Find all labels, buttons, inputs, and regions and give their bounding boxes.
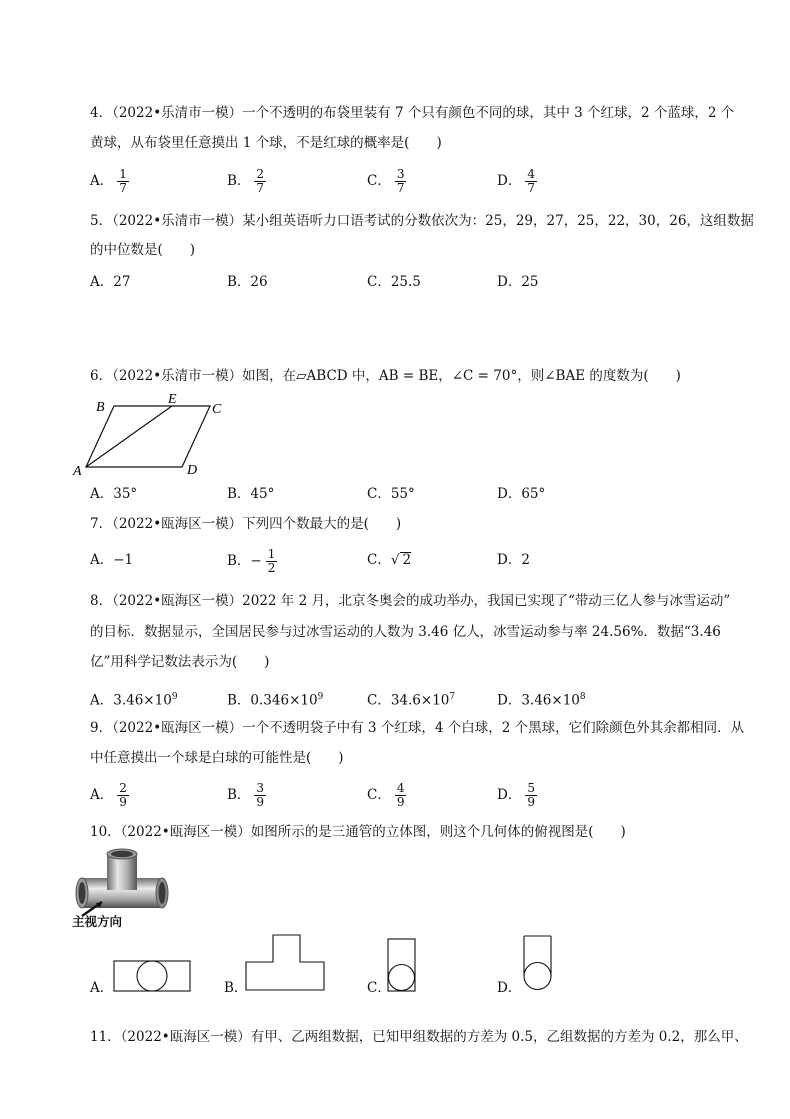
q10-option-a-figure	[112, 958, 194, 994]
q7-option-a: A．−1	[90, 552, 134, 568]
q8-stem-line3: 亿”用科学记数法表示为( )	[90, 654, 270, 670]
q5-option-b: B．26	[227, 274, 268, 290]
q5-stem-line1: 5．（2022•乐清市一模）某小组英语听力口语考试的分数依次为：25，29，27，25，22，30，26，这组数据	[90, 213, 754, 229]
q7-option-d: D．2	[497, 552, 530, 568]
q9-option-b: B． $\frac{3}{9}$	[227, 781, 265, 809]
figure-label-c: C	[212, 402, 222, 417]
q7-option-b: B．− $\frac{1}{2}$	[227, 547, 276, 575]
q10-option-c-label: C．	[367, 980, 391, 996]
q6-option-d: D．65°	[497, 486, 546, 502]
q7-option-c: C．√ 2	[367, 552, 412, 568]
q4-option-b: B． $\frac{2}{7}$	[227, 167, 265, 195]
q8-option-d: D．$3.46\times 10^8$	[497, 692, 586, 709]
q9-option-d: D． $\frac{5}{9}$	[497, 781, 535, 809]
q10-option-d-label: D．	[497, 980, 522, 996]
q10-option-b-label: B．	[224, 980, 248, 996]
q4-option-c: C． $\frac{3}{7}$	[367, 167, 405, 195]
tee-pipe-caption: 主视方向	[72, 914, 123, 929]
figure-label-e: E	[168, 392, 177, 407]
q10-option-b-figure	[244, 932, 328, 994]
q10-option-a-label: A．	[90, 980, 114, 996]
q8-stem-line2: 的目标．数据显示，全国居民参与过冰雪运动的人数为 3.46 亿人，冰雪运动参与率 24.56%．数据“3.46	[90, 624, 721, 640]
q11-stem-line1: 11．（2022•瓯海区一模）有甲、乙两组数据，已知甲组数据的方差为 0.5，乙组数据的方差为 0.2，那么甲、	[90, 1029, 748, 1045]
figure-label-a: A	[73, 464, 82, 479]
q9-option-c: C． $\frac{4}{9}$	[367, 781, 405, 809]
tee-pipe-image	[72, 848, 172, 920]
q4-option-d: D． $\frac{4}{7}$	[497, 167, 535, 195]
q6-option-c: C．55°	[367, 486, 415, 502]
parallelogram-figure	[70, 392, 230, 482]
q9-option-a: A． $\frac{2}{9}$	[90, 781, 127, 809]
q8-option-a: A．$3.46\times 10^9$	[90, 692, 178, 709]
q10-option-c-figure	[385, 936, 419, 994]
q5-option-d: D．25	[497, 274, 539, 290]
q10-option-d-figure	[520, 932, 556, 994]
q8-stem-line1: 8．（2022•瓯海区一模）2022 年 2 月，北京冬奥会的成功举办，我国已实现了“带动三亿人参与冰雪运动”	[90, 593, 731, 609]
q6-stem-line1: 6．（2022•乐清市一模）如图，在▱ABCD 中，AB = BE，∠C = 70°，则∠BAE 的度数为( )	[90, 368, 681, 384]
figure-label-b: B	[96, 400, 105, 415]
q6-option-a: A．35°	[90, 486, 138, 502]
q9-stem-line2: 中任意摸出一个球是白球的可能性是( )	[90, 750, 344, 766]
q4-stem-line1: 4．（2022•乐清市一模）一个不透明的布袋里装有 7 个只有颜色不同的球，其中 3 个红球，2 个蓝球，2 个	[90, 105, 735, 121]
q9-stem-line1: 9．（2022•瓯海区一模）一个不透明袋子中有 3 个红球，4 个白球，2 个黑球，它们除颜色外其余都相同．从	[90, 720, 745, 736]
q10-stem-line1: 10．（2022•瓯海区一模）如图所示的是三通管的立体图，则这个几何体的俯视图是( )	[90, 824, 626, 840]
q4-stem-line2: 黄球，从布袋里任意摸出 1 个球，不是红球的概率是( )	[90, 135, 442, 151]
figure-label-d: D	[187, 463, 198, 478]
q8-option-b: B．$0.346\times 10^9$	[227, 692, 324, 709]
q4-option-a: A． $\frac{1}{7}$	[90, 167, 127, 195]
q8-option-c: C．$34.6\times 10^7$	[367, 692, 456, 709]
q6-option-b: B．45°	[227, 486, 275, 502]
q5-option-c: C．25.5	[367, 274, 421, 290]
q5-stem-line2: 的中位数是( )	[90, 242, 196, 258]
q7-stem-line1: 7．（2022•瓯海区一模）下列四个数最大的是( )	[90, 516, 402, 532]
q5-option-a: A．27	[90, 274, 131, 290]
